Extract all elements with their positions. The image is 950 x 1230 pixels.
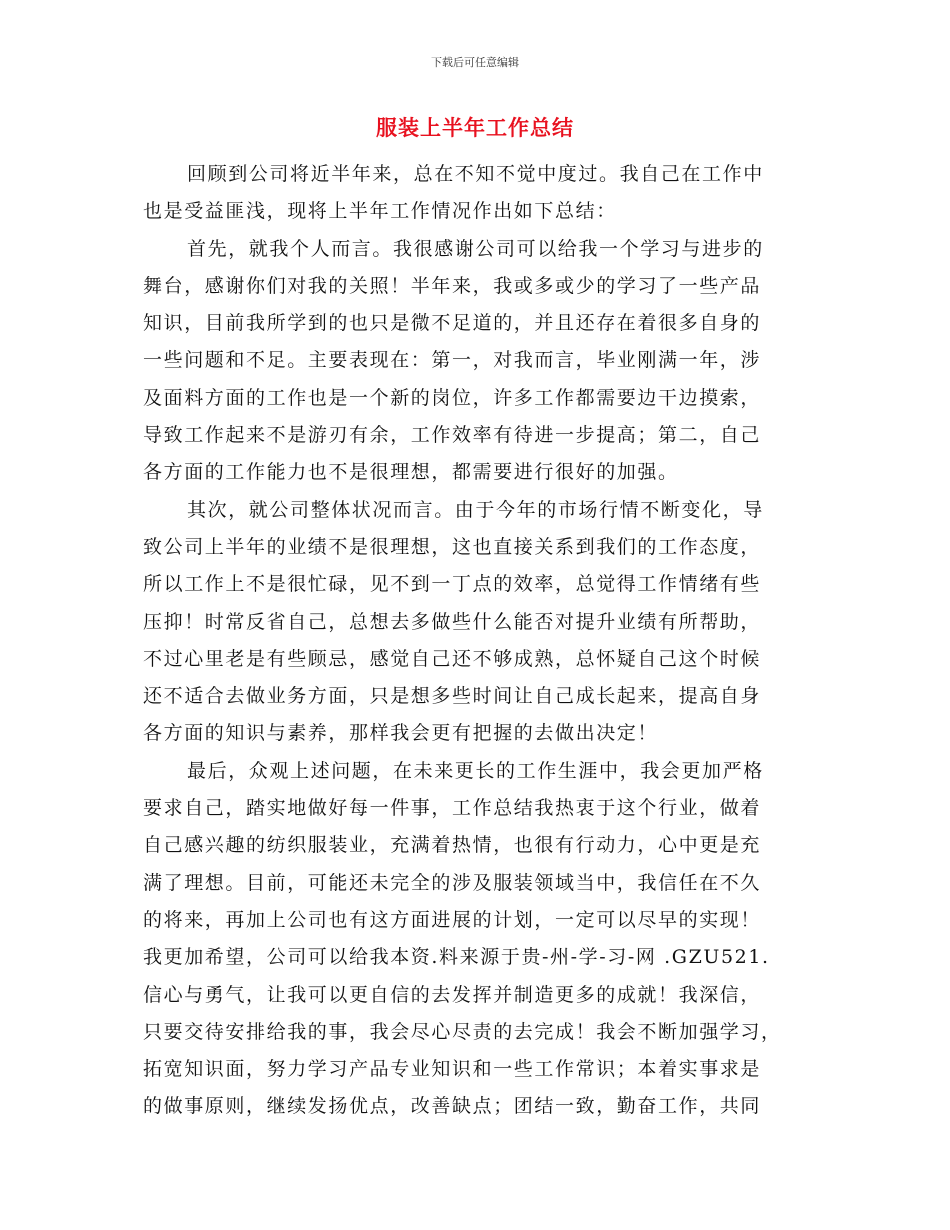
header-note: 下载后可任意编辑 xyxy=(431,56,519,69)
text-line: 知识，目前我所学到的也只是微不足道的，并且还存在着很多自身的 xyxy=(143,312,762,335)
text-line: 自己感兴趣的纺织服装业，充满着热情，也很有行动力，心中更是充 xyxy=(143,834,762,857)
text-line: 首先，就我个人而言。我很感谢公司可以给我一个学习与进步的 xyxy=(187,237,764,260)
text-line: 还不适合去做业务方面，只是想多些时间让自己成长起来，提高自身 xyxy=(143,685,762,708)
text-line: 及面料方面的工作也是一个新的岗位，许多工作都需要边干边摸索， xyxy=(143,386,762,409)
text-line: 只要交待安排给我的事，我会尽心尽责的去完成！我会不断加强学习， xyxy=(143,1020,782,1043)
text-line: 致公司上半年的业绩不是很理想，这也直接关系到我们的工作态度， xyxy=(143,535,762,558)
text-line: 所以工作上不是很忙碌，见不到一丁点的效率，总觉得工作情绪有些 xyxy=(143,573,762,596)
text-line: 其次，就公司整体状况而言。由于今年的市场行情不断变化，导 xyxy=(187,498,764,521)
text-line: 信心与勇气，让我可以更自信的去发挥并制造更多的成就！我深信， xyxy=(143,983,762,1006)
text-line: 的将来，再加上公司也有这方面进展的计划，一定可以尽早的实现！ xyxy=(143,908,762,931)
text-line: 也是受益匪浅，现将上半年工作情况作出如下总结： xyxy=(143,200,617,223)
text-line: 不过心里老是有些顾忌，感觉自己还不够成熟，总怀疑自己这个时候 xyxy=(143,647,762,670)
text-line: 舞台，感谢你们对我的关照！半年来，我或多或少的学习了一些产品 xyxy=(143,274,762,297)
document-title: 服装上半年工作总结 xyxy=(376,116,574,140)
text-line: 最后，众观上述问题，在未来更长的工作生涯中，我会更加严格 xyxy=(187,759,764,782)
text-line: 压抑！时常反省自己，总想去多做些什么能否对提升业绩有所帮助， xyxy=(143,610,762,633)
text-line: 一些问题和不足。主要表现在：第一，对我而言，毕业刚满一年，涉 xyxy=(143,349,762,372)
text-line: 各方面的工作能力也不是很理想，都需要进行很好的加强。 xyxy=(143,461,679,484)
text-line: 我更加希望，公司可以给我本资.料来源于贵-州-学-习-网 .GZU521. xyxy=(143,946,770,969)
text-line: 要求自己，踏实地做好每一件事，工作总结我热衷于这个行业，做着 xyxy=(143,797,762,820)
text-line: 导致工作起来不是游刃有余，工作效率有待进一步提高；第二，自己 xyxy=(143,424,762,447)
text-line: 回顾到公司将近半年来，总在不知不觉中度过。我自己在工作中 xyxy=(187,163,764,185)
text-line: 的做事原则，继续发扬优点，改善缺点；团结一致，勤奋工作，共同 xyxy=(143,1095,762,1118)
text-line: 拓宽知识面，努力学习产品专业知识和一些工作常识；本着实事求是 xyxy=(143,1058,762,1081)
text-line: 各方面的知识与素养，那样我会更有把握的去做出决定！ xyxy=(143,722,659,745)
document-body xyxy=(143,156,807,1126)
text-line: 满了理想。目前，可能还未完全的涉及服装领域当中，我信任在不久 xyxy=(143,871,762,894)
